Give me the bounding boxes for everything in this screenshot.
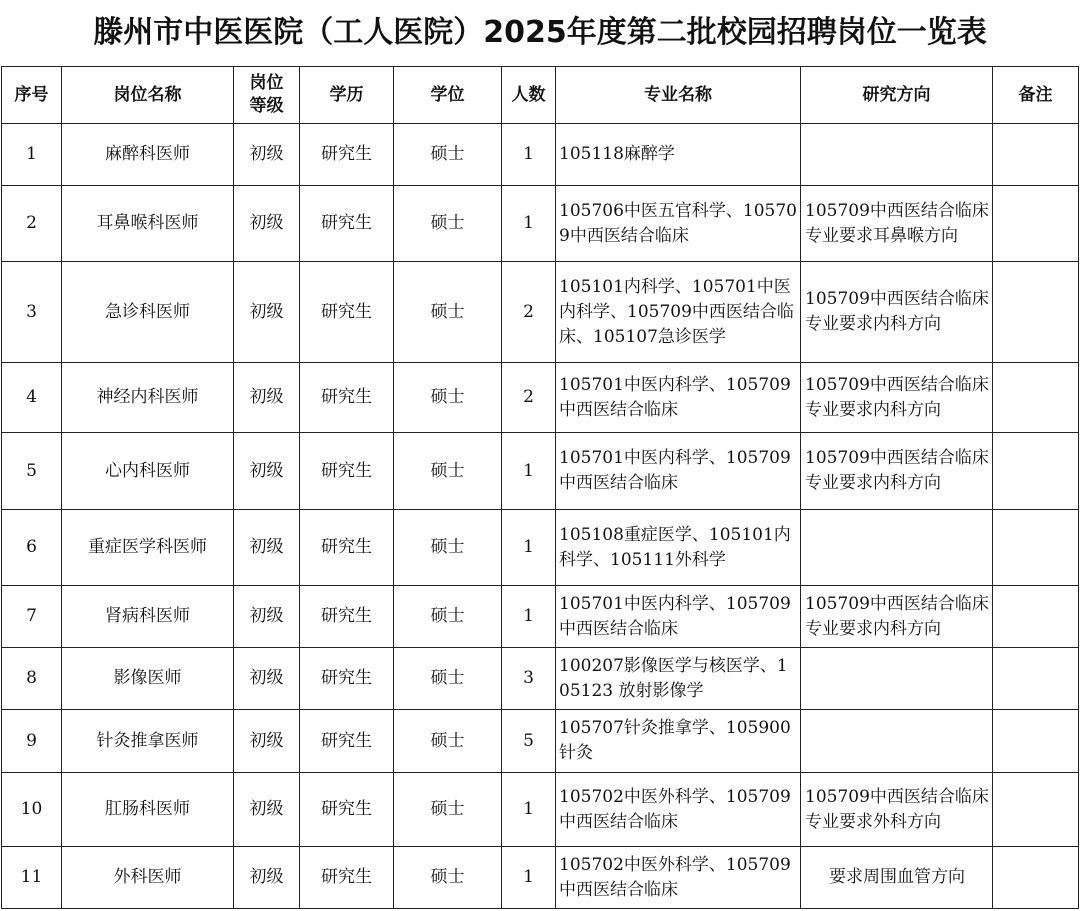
cell-seq: 6 xyxy=(2,510,62,586)
cell-seq: 9 xyxy=(2,710,62,773)
cell-position: 麻醉科医师 xyxy=(62,124,234,186)
cell-degree: 硕士 xyxy=(394,648,502,710)
cell-count: 1 xyxy=(502,186,556,262)
cell-count: 1 xyxy=(502,773,556,847)
cell-seq: 8 xyxy=(2,648,62,710)
cell-level: 初级 xyxy=(234,433,300,510)
cell-seq: 4 xyxy=(2,363,62,433)
cell-education: 研究生 xyxy=(300,124,394,186)
header-major: 专业名称 xyxy=(556,67,801,124)
cell-research xyxy=(801,710,993,773)
cell-position: 神经内科医师 xyxy=(62,363,234,433)
header-count: 人数 xyxy=(502,67,556,124)
cell-position: 重症医学科医师 xyxy=(62,510,234,586)
cell-education: 研究生 xyxy=(300,433,394,510)
cell-major: 100207影像医学与核医学、105123 放射影像学 xyxy=(556,648,801,710)
table-row xyxy=(2,648,1079,710)
cell-remark xyxy=(993,186,1079,262)
table-row xyxy=(2,262,1079,363)
header-position: 岗位名称 xyxy=(62,67,234,124)
cell-level: 初级 xyxy=(234,186,300,262)
cell-level: 初级 xyxy=(234,586,300,648)
cell-major: 105701中医内科学、105709中西医结合临床 xyxy=(556,433,801,510)
cell-position: 急诊科医师 xyxy=(62,262,234,363)
header-degree: 学位 xyxy=(394,67,502,124)
cell-major: 105702中医外科学、105709中西医结合临床 xyxy=(556,847,801,909)
cell-degree: 硕士 xyxy=(394,847,502,909)
header-remark: 备注 xyxy=(993,67,1079,124)
cell-seq: 5 xyxy=(2,433,62,510)
table-body xyxy=(2,124,1079,909)
cell-remark xyxy=(993,124,1079,186)
cell-major: 105701中医内科学、105709中西医结合临床 xyxy=(556,363,801,433)
cell-remark xyxy=(993,847,1079,909)
table-row xyxy=(2,510,1079,586)
cell-major: 105701中医内科学、105709中西医结合临床 xyxy=(556,586,801,648)
header-level xyxy=(234,67,300,124)
table-row xyxy=(2,773,1079,847)
cell-education: 研究生 xyxy=(300,773,394,847)
recruitment-table xyxy=(1,66,1079,909)
cell-degree: 硕士 xyxy=(394,510,502,586)
cell-position: 心内科医师 xyxy=(62,433,234,510)
cell-seq: 3 xyxy=(2,262,62,363)
cell-remark xyxy=(993,433,1079,510)
cell-education: 研究生 xyxy=(300,648,394,710)
table-row xyxy=(2,586,1079,648)
cell-remark xyxy=(993,773,1079,847)
header-seq: 序号 xyxy=(2,67,62,124)
cell-education: 研究生 xyxy=(300,586,394,648)
cell-count: 2 xyxy=(502,363,556,433)
cell-seq: 2 xyxy=(2,186,62,262)
header-education: 学历 xyxy=(300,67,394,124)
cell-seq: 1 xyxy=(2,124,62,186)
cell-education: 研究生 xyxy=(300,847,394,909)
cell-level: 初级 xyxy=(234,710,300,773)
cell-level: 初级 xyxy=(234,510,300,586)
header-row xyxy=(2,67,1079,124)
table-row xyxy=(2,363,1079,433)
cell-remark xyxy=(993,648,1079,710)
cell-position: 针灸推拿医师 xyxy=(62,710,234,773)
cell-count: 1 xyxy=(502,847,556,909)
cell-major: 105702中医外科学、105709中西医结合临床 xyxy=(556,773,801,847)
cell-seq: 11 xyxy=(2,847,62,909)
cell-research: 105709中西医结合临床专业要求内科方向 xyxy=(801,262,993,363)
cell-research: 要求周围血管方向 xyxy=(801,847,993,909)
cell-major: 105706中医五官科学、105709中西医结合临床 xyxy=(556,186,801,262)
cell-level: 初级 xyxy=(234,847,300,909)
cell-research: 105709中西医结合临床专业要求内科方向 xyxy=(801,586,993,648)
cell-level: 初级 xyxy=(234,124,300,186)
cell-count: 2 xyxy=(502,262,556,363)
cell-level: 初级 xyxy=(234,648,300,710)
cell-count: 3 xyxy=(502,648,556,710)
cell-remark xyxy=(993,510,1079,586)
cell-position: 肾病科医师 xyxy=(62,586,234,648)
table-row xyxy=(2,847,1079,909)
document-title: 滕州市中医医院（工人医院）2025年度第二批校园招聘岗位一览表 xyxy=(93,15,987,50)
cell-count: 1 xyxy=(502,124,556,186)
cell-degree: 硕士 xyxy=(394,710,502,773)
cell-seq: 7 xyxy=(2,586,62,648)
cell-remark xyxy=(993,586,1079,648)
cell-research: 105709中西医结合临床专业要求内科方向 xyxy=(801,433,993,510)
cell-degree: 硕士 xyxy=(394,586,502,648)
cell-degree: 硕士 xyxy=(394,363,502,433)
cell-research: 105709中西医结合临床专业要求耳鼻喉方向 xyxy=(801,186,993,262)
cell-remark xyxy=(993,363,1079,433)
cell-seq: 10 xyxy=(2,773,62,847)
cell-position: 耳鼻喉科医师 xyxy=(62,186,234,262)
cell-research xyxy=(801,124,993,186)
cell-count: 1 xyxy=(502,586,556,648)
table-row xyxy=(2,710,1079,773)
cell-remark xyxy=(993,710,1079,773)
cell-education: 研究生 xyxy=(300,262,394,363)
cell-remark xyxy=(993,262,1079,363)
header-level-text: 岗位等级 xyxy=(249,73,284,116)
cell-major: 105118麻醉学 xyxy=(556,124,801,186)
cell-major: 105108重症医学、105101内科学、105111外科学 xyxy=(556,510,801,586)
cell-degree: 硕士 xyxy=(394,186,502,262)
cell-research xyxy=(801,648,993,710)
cell-level: 初级 xyxy=(234,773,300,847)
cell-research: 105709中西医结合临床专业要求内科方向 xyxy=(801,363,993,433)
cell-degree: 硕士 xyxy=(394,433,502,510)
table-row xyxy=(2,124,1079,186)
cell-count: 1 xyxy=(502,433,556,510)
cell-level: 初级 xyxy=(234,262,300,363)
table-row xyxy=(2,433,1079,510)
cell-education: 研究生 xyxy=(300,510,394,586)
cell-position: 影像医师 xyxy=(62,648,234,710)
header-research: 研究方向 xyxy=(801,67,993,124)
cell-major: 105101内科学、105701中医内科学、105709中西医结合临床、105107急诊医学 xyxy=(556,262,801,363)
cell-education: 研究生 xyxy=(300,363,394,433)
cell-position: 外科医师 xyxy=(62,847,234,909)
cell-degree: 硕士 xyxy=(394,773,502,847)
cell-major: 105707针灸推拿学、105900针灸 xyxy=(556,710,801,773)
cell-education: 研究生 xyxy=(300,186,394,262)
cell-research: 105709中西医结合临床专业要求外科方向 xyxy=(801,773,993,847)
cell-position: 肛肠科医师 xyxy=(62,773,234,847)
cell-count: 1 xyxy=(502,510,556,586)
cell-level: 初级 xyxy=(234,363,300,433)
cell-education: 研究生 xyxy=(300,710,394,773)
cell-degree: 硕士 xyxy=(394,262,502,363)
cell-research xyxy=(801,510,993,586)
cell-count: 5 xyxy=(502,710,556,773)
cell-degree: 硕士 xyxy=(394,124,502,186)
table-row xyxy=(2,186,1079,262)
